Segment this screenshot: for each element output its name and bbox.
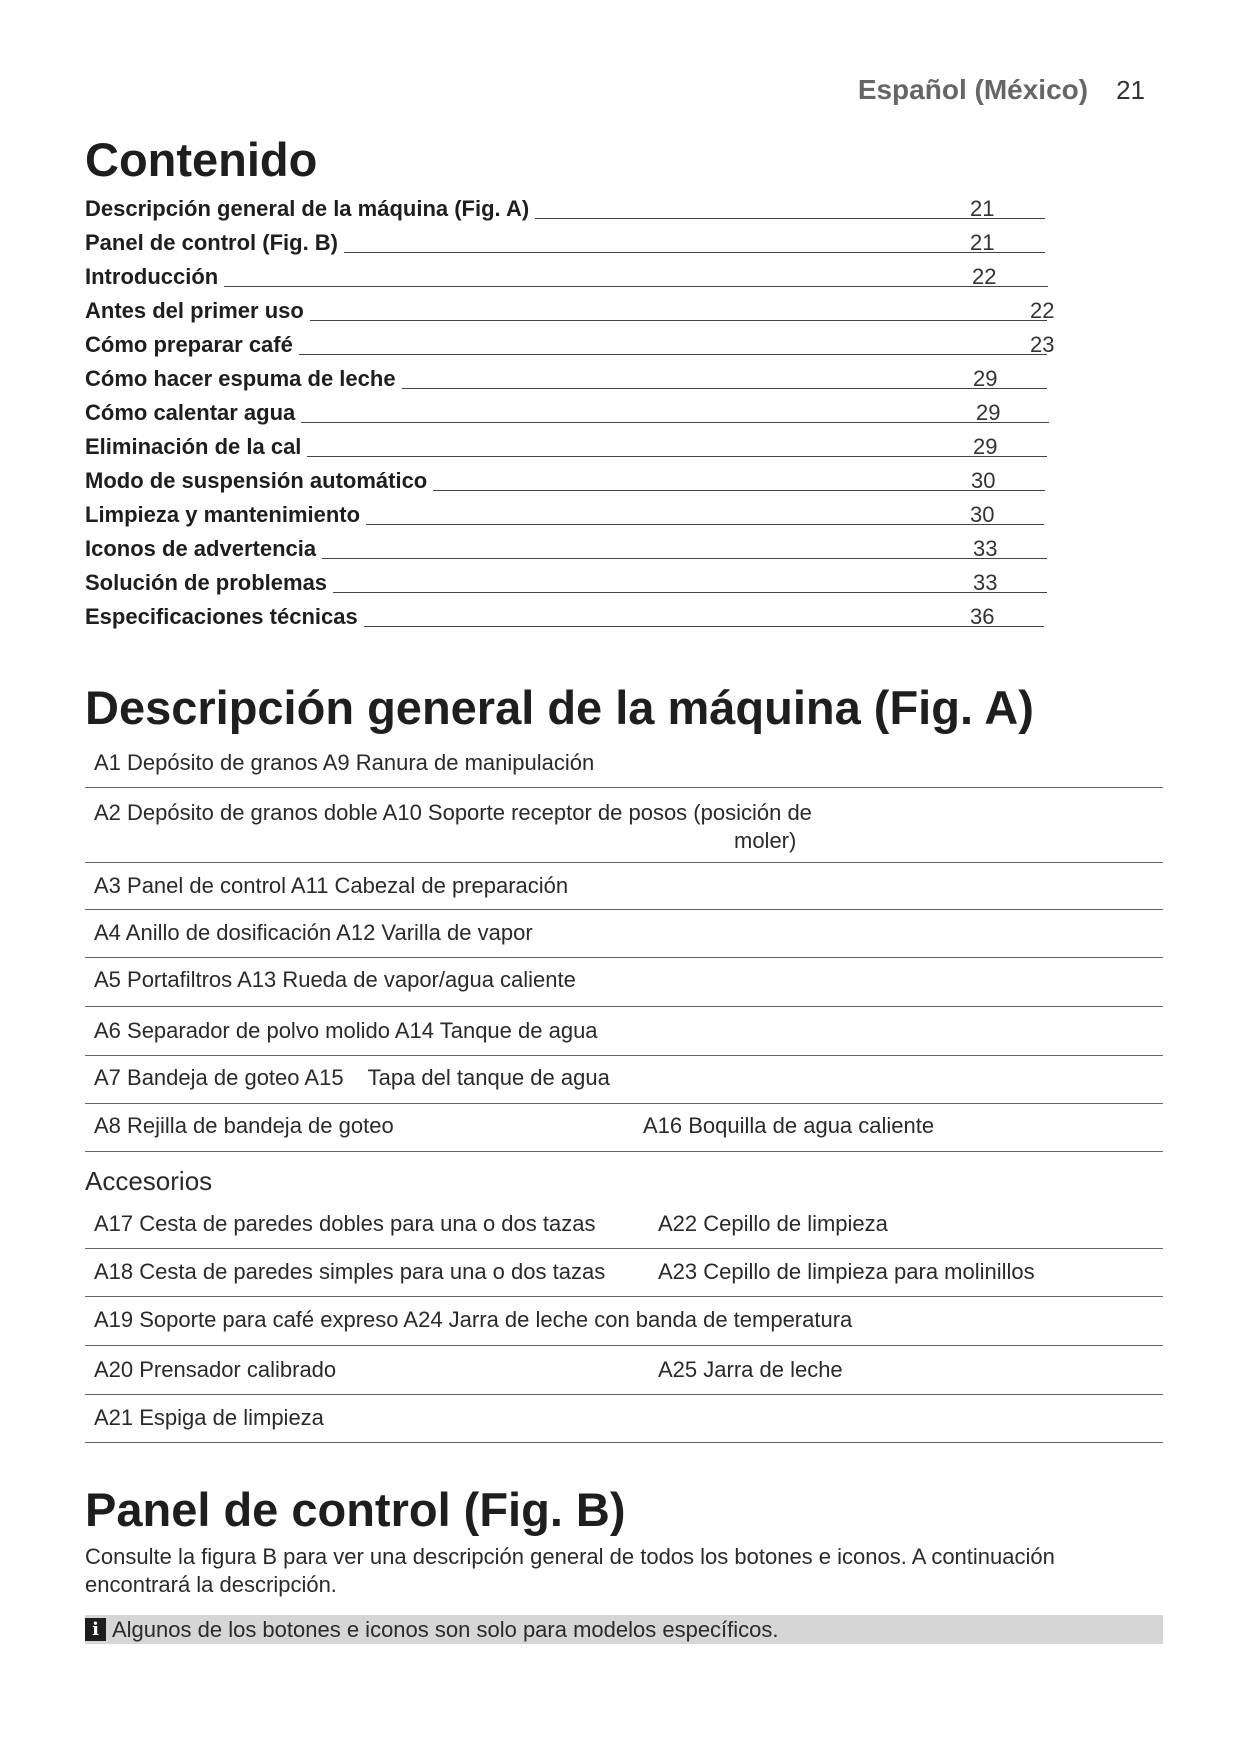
toc-entry-label: Cómo hacer espuma de leche bbox=[85, 366, 402, 392]
table-row bbox=[85, 1202, 1163, 1249]
table-row bbox=[85, 1346, 1163, 1395]
toc-entry-label: Solución de problemas bbox=[85, 570, 333, 596]
toc-entry-label: Cómo preparar café bbox=[85, 332, 299, 358]
table-row bbox=[85, 1297, 1163, 1346]
toc-entry[interactable] bbox=[85, 260, 1165, 294]
table-cell: A23 Cepillo de limpieza para molinillos bbox=[658, 1259, 1035, 1284]
toc-entry[interactable] bbox=[85, 192, 1165, 226]
toc-entry-page: 33 bbox=[973, 570, 998, 595]
language-label: Español (México) bbox=[857, 74, 1089, 105]
table-cell: A4 Anillo de dosificación A12 Varilla de vapor bbox=[94, 920, 533, 945]
page-header bbox=[858, 74, 1145, 106]
table-cell: A25 Jarra de leche bbox=[658, 1357, 843, 1382]
toc-title: Contenido bbox=[85, 133, 318, 186]
table-cell: A1 Depósito de granos A9 Ranura de manipulación bbox=[94, 750, 595, 775]
toc-entry-page: 21 bbox=[970, 196, 995, 221]
table-cell: A19 Soporte para café expreso A24 Jarra de leche con banda de temperatura bbox=[94, 1307, 853, 1332]
info-note bbox=[85, 1615, 1163, 1644]
toc-entry[interactable] bbox=[85, 532, 1165, 566]
table-cell: A16 Boquilla de agua caliente bbox=[643, 1113, 935, 1138]
table-row bbox=[85, 1056, 1163, 1104]
toc-entry[interactable] bbox=[85, 294, 1165, 328]
toc-entry[interactable] bbox=[85, 396, 1165, 430]
table-cell: A6 Separador de polvo molido A14 Tanque de agua bbox=[94, 1018, 598, 1043]
toc-entry-page: 29 bbox=[973, 366, 998, 391]
table-row bbox=[85, 788, 1163, 863]
toc-entry-page: 30 bbox=[971, 468, 996, 493]
toc-entry-label: Especificaciones técnicas bbox=[85, 604, 364, 630]
toc-entry[interactable] bbox=[85, 498, 1165, 532]
toc-entry-label: Iconos de advertencia bbox=[85, 536, 322, 562]
table-row bbox=[85, 1007, 1163, 1056]
info-note-text: Algunos de los botones e iconos son solo para modelos específicos. bbox=[112, 1616, 779, 1642]
table-cell: A7 Bandeja de goteo A15 Tapa del tanque de agua bbox=[94, 1065, 610, 1090]
toc-entry-page: 22 bbox=[972, 264, 997, 289]
toc-entry[interactable] bbox=[85, 566, 1165, 600]
toc-entry-label: Antes del primer uso bbox=[85, 298, 310, 324]
toc-entry-label: Limpieza y mantenimiento bbox=[85, 502, 366, 528]
toc-entry-page: 22 bbox=[1030, 298, 1055, 323]
toc-entry[interactable] bbox=[85, 362, 1165, 396]
toc-entry[interactable] bbox=[85, 430, 1165, 464]
toc-entry[interactable] bbox=[85, 328, 1165, 362]
table-cell: A21 Espiga de limpieza bbox=[94, 1405, 324, 1430]
table-cell: A2 Depósito de granos doble A10 Soporte receptor de posos (posición de bbox=[94, 800, 812, 825]
toc-entry-page: 36 bbox=[970, 604, 995, 629]
table-row bbox=[85, 1395, 1163, 1443]
table-row bbox=[85, 742, 1163, 788]
toc-entry-page: 30 bbox=[970, 502, 995, 527]
toc-entry[interactable] bbox=[85, 464, 1165, 498]
table-cell: A3 Panel de control A11 Cabezal de preparación bbox=[94, 873, 569, 898]
accessories-title: Accesorios bbox=[85, 1166, 213, 1196]
toc-entry-label: Modo de suspensión automático bbox=[85, 468, 433, 494]
toc-entry-page: 29 bbox=[973, 434, 998, 459]
toc-entry-label: Descripción general de la máquina (Fig. A) bbox=[85, 196, 535, 222]
machine-parts-table bbox=[85, 742, 1163, 1152]
toc-entry-page: 23 bbox=[1030, 332, 1055, 357]
toc-entry-page: 33 bbox=[973, 536, 998, 561]
table-row bbox=[85, 958, 1163, 1007]
page-number: 21 bbox=[1116, 75, 1145, 105]
table-row bbox=[85, 1104, 1163, 1152]
info-icon: i bbox=[85, 1618, 106, 1641]
toc-leader bbox=[85, 286, 1048, 287]
toc-entry-label: Introducción bbox=[85, 264, 224, 290]
accessories-table bbox=[85, 1202, 1163, 1443]
toc-entry-label: Cómo calentar agua bbox=[85, 400, 301, 426]
table-row bbox=[85, 863, 1163, 910]
control-panel-title: Panel de control (Fig. B) bbox=[85, 1483, 626, 1536]
table-cell: A5 Portafiltros A13 Rueda de vapor/agua caliente bbox=[94, 967, 576, 992]
control-panel-paragraph: Consulte la figura B para ver una descripción general de todos los botones e iconos. A continuación encontrará la descripción. bbox=[85, 1544, 1055, 1597]
overview-title: Descripción general de la máquina (Fig. A) bbox=[85, 681, 1034, 734]
table-cell: A17 Cesta de paredes dobles para una o dos tazas bbox=[94, 1211, 596, 1236]
table-row bbox=[85, 910, 1163, 958]
table-row bbox=[85, 1249, 1163, 1297]
toc-entry-label: Panel de control (Fig. B) bbox=[85, 230, 344, 256]
toc-entry-page: 29 bbox=[976, 400, 1001, 425]
table-cell: A20 Prensador calibrado bbox=[94, 1357, 337, 1382]
toc-entry-label: Eliminación de la cal bbox=[85, 434, 307, 460]
toc-entry[interactable] bbox=[85, 600, 1165, 634]
table-cell: A8 Rejilla de bandeja de goteo bbox=[94, 1113, 394, 1138]
toc-entry-page: 21 bbox=[970, 230, 995, 255]
table-cell: A22 Cepillo de limpieza bbox=[658, 1211, 888, 1236]
table-cell: A18 Cesta de paredes simples para una o dos tazas bbox=[94, 1259, 606, 1284]
table-of-contents bbox=[85, 192, 1165, 634]
table-cell-continued: moler) bbox=[734, 828, 797, 853]
toc-entry[interactable] bbox=[85, 226, 1165, 260]
